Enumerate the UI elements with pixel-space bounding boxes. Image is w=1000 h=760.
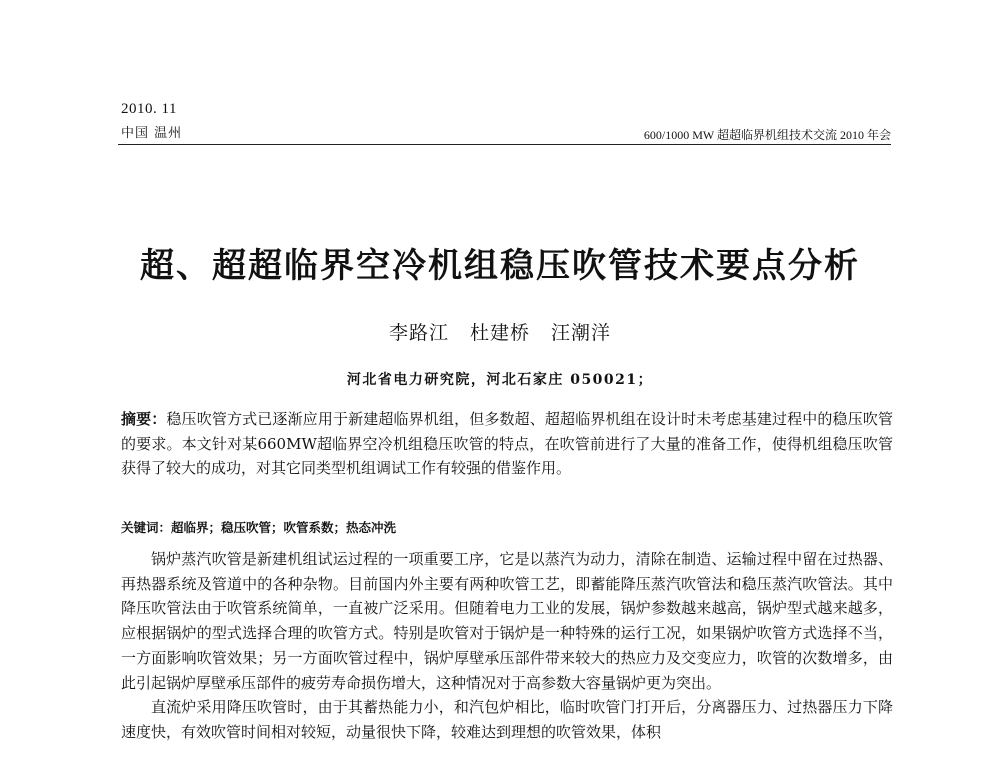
abstract-label: 摘要：: [121, 410, 167, 428]
body-paragraph-1: 锅炉蒸汽吹管是新建机组试运过程的一项重要工序，它是以蒸汽为动力，清除在制造、运输过程中留在过热器、再热器系统及管道中的各种杂物。目前国内外主要有两种吹管工艺，即蓄能降压蒸汽吹管法和稳压蒸汽吹管法。其中降压吹管法由于吹管系统简单，一直被广泛采用。但随着电力工业的发展，锅炉参数越来越高，锅炉型式越来越多，应根据锅炉的型式选择合理的吹管方式。特别是吹管对于锅炉是一种特殊的运行工况，如果锅炉吹管方式选择不当，一方面影响吹管效果；另一方面吹管过程中，锅炉厚壁承压部件带来较大的热应力及交变应力，吹管的次数增多，由此引起锅炉厚壁承压部件的疲劳寿命损伤增大，这种情况对于高参数大容量锅炉更为突出。: [121, 550, 893, 692]
affiliation: 河北省电力研究院，河北石家庄 050021；: [346, 372, 654, 388]
abstract: [121, 407, 893, 481]
keywords: [121, 518, 893, 536]
abstract-text: 稳压吹管方式已逐渐应用于新建超临界机组，但多数超、超超临界机组在设计时未考虑基建过程中的稳压吹管的要求。本文针对某660MW超临界空冷机组稳压吹管的特点，在吹管前进行了大量的准备工作，使得机组稳压吹管获得了较大的成功，对其它同类型机组调试工作有较强的借鉴作用。: [121, 410, 893, 477]
paper-title: 超、超超临界空冷机组稳压吹管技术要点分析: [140, 246, 860, 286]
keywords-label: 关键词：: [121, 520, 172, 535]
header-rule: [118, 144, 891, 145]
authors: 李路江 杜建桥 汪潮洋: [388, 322, 612, 344]
body-text: [121, 547, 893, 745]
header-location: 中国 温州: [121, 126, 183, 141]
header-conference: 600/1000 MW 超超临界机组技术交流 2010 年会: [643, 128, 891, 142]
keywords-text: 超临界；稳压吹管；吹管系数；热态冲洗: [171, 520, 397, 535]
body-paragraph-2: 直流炉采用降压吹管时，由于其蓄热能力小，和汽包炉相比，临时吹管门打开后，分离器压力、过热器压力下降速度快，有效吹管时间相对较短，动量很快下降，较难达到理想的吹管效果，体积: [121, 698, 893, 741]
header-date: 2010. 11: [121, 101, 177, 117]
